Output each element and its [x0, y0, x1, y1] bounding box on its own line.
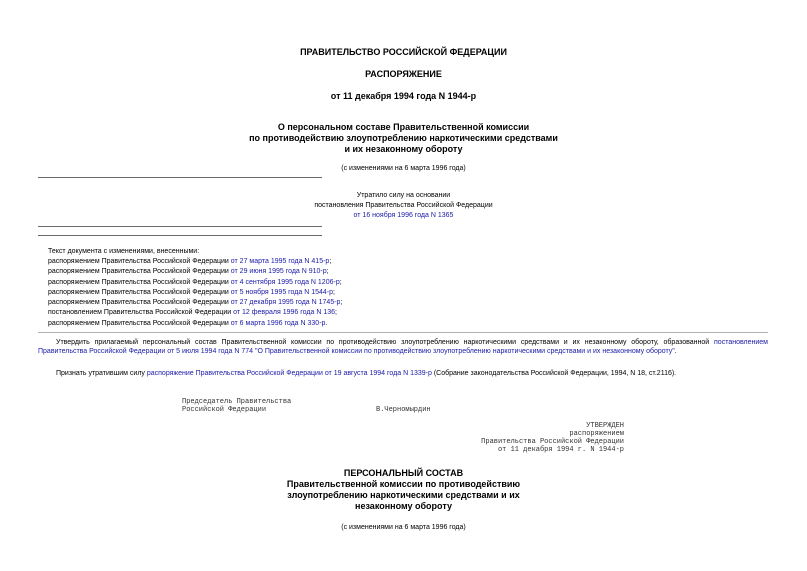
- separator-rule: [38, 235, 322, 236]
- change-item: [48, 267, 329, 276]
- composition-title-line-2: злоупотреблению наркотическими средствами и их: [287, 490, 520, 500]
- document-title-line-1: О персональном составе Правительственной комиссии: [277, 122, 530, 132]
- composition-title-line-1: Правительственной комиссии по противодействию: [286, 479, 521, 489]
- change-item-suffix: ;: [326, 268, 329, 275]
- decree-774-link[interactable]: постановлением Правительства Российской Федерации от 5 июля 1994 года N 774 "О Правительственной комиссии по противодействию злоупотреблению наркотическими средствами и их незаконному обороту": [38, 339, 768, 355]
- change-item-link[interactable]: от 12 февраля 1996 года N 136: [233, 309, 335, 316]
- amendment-note: (с изменениями на 6 марта 1996 года): [341, 165, 466, 172]
- composition-title-line-3: незаконному обороту: [355, 501, 452, 511]
- change-item-prefix: распоряжением Правительства Российской Федерации: [48, 268, 231, 275]
- document-title-line-3: и их незаконному обороту: [344, 144, 463, 154]
- repeal-paragraph-end: (Собрание законодательства Российской Федерации, 1994, N 18, ст.2116).: [431, 370, 677, 377]
- changes-intro: Текст документа с изменениями, внесенными:: [48, 248, 200, 255]
- change-item-prefix: распоряжением Правительства Российской Федерации: [48, 279, 231, 286]
- approve-paragraph-text: Утвердить прилагаемый персональный состав Правительственной комиссии по противодействию злоупотреблению наркотическими средствами и их незаконному обороту, образованной: [56, 339, 715, 346]
- approval-line-2: распоряжением: [569, 430, 624, 438]
- repeal-paragraph-text: Признать утратившим силу: [56, 370, 147, 377]
- invalidated-line-2: постановления Правительства Российской Федерации: [314, 202, 493, 209]
- document-type: РАСПОРЯЖЕНИЕ: [365, 69, 442, 79]
- separator-rule: [38, 226, 322, 227]
- change-item-link[interactable]: от 6 марта 1996 года N 330-р: [230, 320, 326, 327]
- invalidated-line-1: Утратило силу на основании: [356, 192, 451, 199]
- approval-line-1: УТВЕРЖДЕН: [586, 422, 624, 430]
- separator-rule: [38, 332, 768, 333]
- document-date: от 11 декабря 1994 года N 1944-р: [330, 91, 477, 101]
- approve-paragraph-end: .: [674, 348, 677, 355]
- invalidated-link[interactable]: от 16 ноября 1996 года N 1365: [353, 212, 454, 219]
- document-title-line-2: по противодействию злоупотреблению наркотическими средствами: [249, 133, 558, 143]
- signatory-name: В.Черномырдин: [376, 406, 431, 414]
- change-item-suffix: ;: [339, 279, 342, 286]
- repeal-paragraph: [38, 369, 768, 378]
- order-1339-link[interactable]: распоряжение Правительства Российской Федерации от 19 августа 1994 года N 1339-р: [146, 370, 432, 377]
- change-item-suffix: ;: [335, 309, 337, 316]
- approval-line-3: Правительства Российской Федерации: [481, 438, 624, 446]
- change-item-prefix: распоряжением Правительства Российской Федерации: [48, 258, 231, 265]
- signature-role-line-2: Российской Федерации: [182, 406, 267, 414]
- approval-line-4: от 11 декабря 1994 г. N 1944-р: [497, 446, 624, 454]
- signature-role-line-1: Председатель Правительства: [182, 398, 292, 406]
- change-item-suffix: ;: [340, 299, 343, 306]
- separator-rule: [38, 177, 322, 178]
- change-item-link[interactable]: от 27 декабря 1995 года N 1745-р: [230, 299, 341, 306]
- composition-heading: ПЕРСОНАЛЬНЫЙ СОСТАВ: [343, 468, 464, 478]
- change-item-suffix: ;: [329, 258, 332, 265]
- change-item-prefix: постановлением Правительства Российской Федерации: [48, 309, 234, 316]
- change-item-prefix: распоряжением Правительства Российской Федерации: [48, 299, 231, 306]
- change-item-suffix: .: [325, 320, 328, 327]
- change-item: [48, 319, 327, 328]
- change-item-link[interactable]: от 4 сентября 1995 года N 1206-р: [230, 279, 340, 286]
- change-item: [48, 308, 337, 317]
- change-item-link[interactable]: от 29 июня 1995 года N 910-р: [230, 268, 327, 275]
- composition-amendment-note: (с изменениями на 6 марта 1996 года): [341, 524, 466, 531]
- change-item-prefix: распоряжением Правительства Российской Федерации: [48, 289, 231, 296]
- change-item: [48, 257, 331, 266]
- change-item: [48, 298, 342, 307]
- approve-paragraph: [38, 338, 768, 356]
- change-item-link[interactable]: от 5 ноября 1995 года N 1544-р: [230, 289, 334, 296]
- change-item-suffix: ;: [333, 289, 335, 296]
- government-heading: ПРАВИТЕЛЬСТВО РОССИЙСКОЙ ФЕДЕРАЦИИ: [300, 47, 507, 57]
- change-item: [48, 288, 335, 297]
- change-item-prefix: распоряжением Правительства Российской Федерации: [48, 320, 231, 327]
- change-item-link[interactable]: от 27 марта 1995 года N 415-р: [230, 258, 330, 265]
- change-item: [48, 278, 342, 287]
